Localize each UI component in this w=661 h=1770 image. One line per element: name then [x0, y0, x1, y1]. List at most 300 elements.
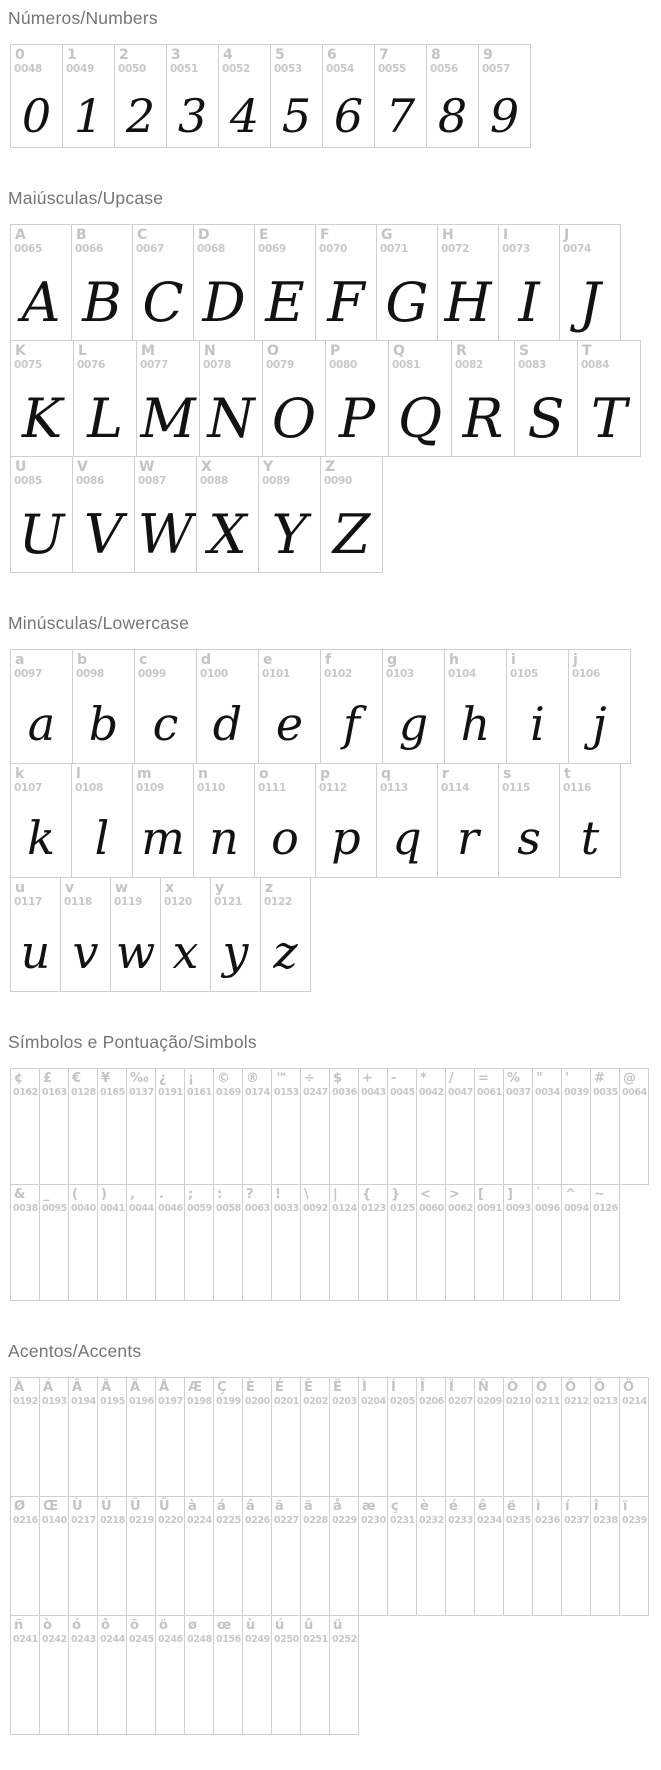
char-cell: [132, 224, 194, 341]
cell-char-label: (: [72, 1187, 78, 1202]
cell-unicode-code: 0251: [303, 1634, 328, 1645]
cell-char-label: â: [246, 1499, 255, 1514]
cell-char-label: d: [201, 652, 212, 668]
cell-glyph: z: [273, 925, 298, 979]
char-cell: [193, 763, 255, 878]
char-grid: [10, 44, 661, 148]
cell-unicode-code: 0118: [64, 896, 93, 908]
cell-unicode-code: 0047: [448, 1087, 473, 1098]
cell-unicode-code: 0046: [158, 1203, 183, 1214]
char-cell: [39, 1184, 69, 1301]
cell-unicode-code: 0086: [76, 475, 105, 487]
cell-unicode-code: 0246: [158, 1634, 183, 1645]
char-row: [10, 649, 630, 764]
cell-glyph: N: [207, 387, 255, 450]
char-cell: [619, 1068, 649, 1185]
char-grid: [10, 224, 661, 573]
cell-unicode-code: 0060: [419, 1203, 444, 1214]
section-title: Símbolos e Pontuação/Simbols: [8, 1032, 257, 1052]
char-cell: [213, 1377, 243, 1497]
cell-char-label: s: [503, 766, 512, 782]
cell-char-label: w: [115, 880, 128, 896]
cell-char-label: Ñ: [478, 1380, 489, 1395]
cell-char-label: b: [77, 652, 88, 668]
cell-unicode-code: 0069: [258, 243, 287, 255]
char-cell: [242, 1615, 272, 1735]
cell-char-label: K: [15, 343, 26, 359]
cell-char-label: \: [304, 1187, 309, 1202]
cell-char-label: Ã: [101, 1380, 112, 1395]
cell-unicode-code: 0037: [506, 1087, 531, 1098]
char-row: [10, 340, 640, 457]
cell-char-label: [: [478, 1187, 484, 1202]
char-cell: [358, 1184, 388, 1301]
char-cell: [561, 1377, 591, 1497]
cell-unicode-code: 0205: [390, 1396, 415, 1407]
cell-unicode-code: 0045: [390, 1087, 415, 1098]
cell-char-label: e: [263, 652, 273, 668]
char-cell: [590, 1184, 620, 1301]
char-cell: [503, 1184, 533, 1301]
char-cell: [329, 1184, 359, 1301]
cell-glyph: 5: [281, 89, 312, 143]
cell-char-label: R: [456, 343, 467, 359]
char-cell: [97, 1377, 127, 1497]
cell-unicode-code: 0059: [187, 1203, 212, 1214]
char-cell: [590, 1068, 620, 1185]
char-cell: [166, 44, 219, 148]
cell-glyph: B: [82, 271, 122, 334]
cell-char-label: g: [387, 652, 398, 668]
char-cell: [532, 1496, 562, 1616]
char-cell: [155, 1068, 185, 1185]
cell-char-label: 4: [223, 47, 233, 63]
cell-unicode-code: 0248: [187, 1634, 212, 1645]
cell-glyph: J: [579, 271, 601, 334]
char-cell: [325, 340, 389, 457]
cell-glyph: j: [592, 697, 607, 751]
cell-unicode-code: 0084: [581, 359, 610, 371]
cell-unicode-code: 0074: [563, 243, 592, 255]
char-cell: [619, 1377, 649, 1497]
char-cell: [320, 456, 383, 573]
char-row: [10, 1068, 648, 1185]
cell-char-label: ê: [478, 1499, 487, 1514]
cell-glyph: u: [20, 925, 51, 979]
char-cell: [39, 1496, 69, 1616]
cell-unicode-code: 0201: [274, 1396, 299, 1407]
char-cell: [387, 1068, 417, 1185]
char-cell: [213, 1496, 243, 1616]
cell-char-label: ù: [246, 1618, 256, 1633]
char-row: [10, 456, 382, 573]
cell-unicode-code: 0117: [14, 896, 43, 908]
char-cell: [498, 224, 560, 341]
char-cell: [242, 1496, 272, 1616]
cell-char-label: £: [43, 1071, 53, 1086]
cell-char-label: `: [536, 1187, 543, 1202]
cell-glyph: t: [580, 811, 600, 865]
cell-unicode-code: 0079: [266, 359, 295, 371]
cell-char-label: >: [449, 1187, 460, 1202]
cell-char-label: Ï: [449, 1380, 454, 1395]
cell-unicode-code: 0233: [448, 1515, 473, 1526]
cell-char-label: €: [72, 1071, 82, 1086]
char-row: [10, 1615, 358, 1735]
char-cell: [329, 1496, 359, 1616]
cell-char-label: ®: [246, 1071, 259, 1086]
cell-unicode-code: 0081: [392, 359, 421, 371]
cell-glyph: M: [140, 387, 196, 450]
cell-char-label: h: [449, 652, 459, 668]
char-cell: [258, 456, 321, 573]
cell-glyph: Q: [397, 387, 443, 450]
char-cell: [416, 1496, 446, 1616]
cell-unicode-code: 0055: [378, 63, 407, 75]
cell-unicode-code: 0227: [274, 1515, 299, 1526]
cell-char-label: *: [420, 1071, 427, 1086]
cell-unicode-code: 0043: [361, 1087, 386, 1098]
cell-char-label: m: [137, 766, 152, 782]
cell-unicode-code: 0210: [506, 1396, 531, 1407]
cell-char-label: O: [267, 343, 279, 359]
char-cell: [68, 1184, 98, 1301]
cell-char-label: Y: [263, 459, 274, 475]
char-cell: [39, 1615, 69, 1735]
cell-unicode-code: 0092: [303, 1203, 328, 1214]
char-cell: [514, 340, 578, 457]
cell-char-label: œ: [217, 1618, 232, 1633]
char-cell: [126, 1184, 156, 1301]
char-cell: [300, 1377, 330, 1497]
char-cell: [97, 1068, 127, 1185]
char-cell: [300, 1184, 330, 1301]
cell-unicode-code: 0216: [13, 1515, 38, 1526]
cell-char-label: 8: [431, 47, 441, 63]
char-cell: [97, 1615, 127, 1735]
cell-unicode-code: 0245: [129, 1634, 154, 1645]
cell-unicode-code: 0082: [455, 359, 484, 371]
cell-unicode-code: 0122: [264, 896, 293, 908]
char-cell: [416, 1184, 446, 1301]
char-cell: [10, 649, 73, 764]
char-cell: [97, 1184, 127, 1301]
cell-unicode-code: 0085: [14, 475, 43, 487]
cell-unicode-code: 0237: [564, 1515, 589, 1526]
char-cell: [155, 1184, 185, 1301]
char-cell: [10, 877, 61, 992]
cell-char-label: é: [449, 1499, 458, 1514]
cell-char-label: ): [101, 1187, 107, 1202]
char-cell: [213, 1068, 243, 1185]
cell-char-label: è: [420, 1499, 429, 1514]
cell-char-label: N: [204, 343, 216, 359]
cell-char-label: }: [391, 1187, 401, 1202]
cell-unicode-code: 0209: [477, 1396, 502, 1407]
char-grid: [10, 1377, 661, 1735]
cell-unicode-code: 0241: [13, 1634, 38, 1645]
cell-char-label: {: [362, 1187, 372, 1202]
char-row: [10, 44, 530, 148]
cell-glyph: 0: [21, 89, 52, 143]
cell-char-label: ä: [304, 1499, 313, 1514]
cell-unicode-code: 0080: [329, 359, 358, 371]
char-cell: [254, 224, 316, 341]
cell-unicode-code: 0038: [13, 1203, 38, 1214]
char-cell: [68, 1377, 98, 1497]
char-cell: [445, 1496, 475, 1616]
cell-unicode-code: 0061: [477, 1087, 502, 1098]
cell-char-label: =: [478, 1071, 489, 1086]
char-cell: [72, 456, 135, 573]
char-row: [10, 1184, 619, 1301]
char-row: [10, 1496, 648, 1616]
cell-glyph: b: [88, 697, 119, 751]
char-cell: [210, 877, 261, 992]
cell-unicode-code: 0125: [390, 1203, 415, 1214]
char-cell: [110, 877, 161, 992]
char-cell: [590, 1377, 620, 1497]
char-cell: [437, 763, 499, 878]
char-cell: [387, 1377, 417, 1497]
cell-char-label: ç: [391, 1499, 399, 1514]
cell-char-label: ‰: [130, 1071, 149, 1086]
cell-char-label: í: [565, 1499, 570, 1514]
cell-glyph: h: [460, 697, 491, 751]
char-cell: [71, 763, 133, 878]
cell-unicode-code: 0213: [593, 1396, 618, 1407]
cell-char-label: Ú: [101, 1499, 112, 1514]
char-cell: [271, 1496, 301, 1616]
cell-glyph: K: [21, 387, 63, 450]
cell-unicode-code: 0097: [14, 668, 43, 680]
char-cell: [300, 1068, 330, 1185]
cell-char-label: Ê: [304, 1380, 313, 1395]
cell-glyph: 8: [437, 89, 468, 143]
cell-char-label: Ø: [14, 1499, 26, 1514]
cell-glyph: y: [222, 925, 249, 979]
cell-glyph: n: [209, 811, 239, 865]
cell-char-label: P: [330, 343, 341, 359]
char-cell: [39, 1377, 69, 1497]
cell-glyph: 2: [125, 89, 156, 143]
char-cell: [155, 1615, 185, 1735]
cell-glyph: v: [72, 925, 99, 979]
cell-char-label: å: [333, 1499, 342, 1514]
cell-char-label: i: [511, 652, 516, 668]
cell-unicode-code: 0214: [622, 1396, 647, 1407]
cell-glyph: E: [265, 271, 305, 334]
cell-unicode-code: 0249: [245, 1634, 270, 1645]
cell-unicode-code: 0103: [386, 668, 415, 680]
char-cell: [474, 1184, 504, 1301]
cell-char-label: Ë: [333, 1380, 342, 1395]
cell-char-label: +: [362, 1071, 373, 1086]
cell-char-label: @: [623, 1071, 636, 1086]
cell-char-label: |: [333, 1187, 338, 1202]
cell-glyph: O: [271, 387, 317, 450]
char-cell: [126, 1615, 156, 1735]
cell-unicode-code: 0087: [138, 475, 167, 487]
cell-unicode-code: 0114: [441, 782, 470, 794]
cell-unicode-code: 0199: [216, 1396, 241, 1407]
char-cell: [114, 44, 167, 148]
char-cell: [271, 1377, 301, 1497]
char-cell: [132, 763, 194, 878]
cell-char-label: á: [217, 1499, 226, 1514]
cell-glyph: 3: [177, 89, 208, 143]
cell-char-label: Å: [159, 1380, 170, 1395]
cell-unicode-code: 0252: [332, 1634, 357, 1645]
cell-unicode-code: 0088: [200, 475, 229, 487]
cell-glyph: r: [457, 811, 479, 865]
cell-char-label: a: [15, 652, 25, 668]
cell-char-label: T: [582, 343, 592, 359]
cell-unicode-code: 0042: [419, 1087, 444, 1098]
cell-char-label: Ü: [159, 1499, 170, 1514]
cell-char-label: X: [201, 459, 212, 475]
cell-unicode-code: 0073: [502, 243, 531, 255]
cell-char-label: H: [442, 227, 454, 243]
char-cell: [196, 649, 259, 764]
char-cell: [184, 1377, 214, 1497]
cell-unicode-code: 0113: [380, 782, 409, 794]
cell-unicode-code: 0112: [319, 782, 348, 794]
cell-unicode-code: 0231: [390, 1515, 415, 1526]
cell-char-label: Ö: [623, 1380, 635, 1395]
cell-unicode-code: 0212: [564, 1396, 589, 1407]
char-cell: [559, 763, 621, 878]
cell-unicode-code: 0099: [138, 668, 167, 680]
char-cell: [474, 1068, 504, 1185]
cell-char-label: W: [139, 459, 155, 475]
cell-glyph: 1: [73, 89, 104, 143]
char-cell: [10, 1184, 40, 1301]
cell-char-label: C: [137, 227, 148, 243]
cell-unicode-code: 0052: [222, 63, 251, 75]
cell-unicode-code: 0067: [136, 243, 165, 255]
cell-char-label: k: [15, 766, 25, 782]
char-cell: [73, 340, 137, 457]
cell-unicode-code: 0056: [430, 63, 459, 75]
cell-char-label: &: [14, 1187, 26, 1202]
cell-unicode-code: 0033: [274, 1203, 299, 1214]
cell-glyph: 4: [229, 89, 260, 143]
cell-unicode-code: 0044: [129, 1203, 154, 1214]
char-cell: [561, 1184, 591, 1301]
char-cell: [242, 1377, 272, 1497]
char-cell: [184, 1615, 214, 1735]
cell-char-label: .: [159, 1187, 164, 1202]
char-cell: [72, 649, 135, 764]
cell-char-label: ë: [507, 1499, 516, 1514]
cell-glyph: x: [172, 925, 199, 979]
cell-unicode-code: 0203: [332, 1396, 357, 1407]
cell-unicode-code: 0102: [324, 668, 353, 680]
cell-unicode-code: 0098: [76, 668, 105, 680]
char-cell: [242, 1068, 272, 1185]
cell-unicode-code: 0089: [262, 475, 291, 487]
cell-char-label: ÷: [304, 1071, 315, 1086]
char-cell: [416, 1068, 446, 1185]
section-symbols: [8, 1032, 661, 1301]
char-cell: [358, 1068, 388, 1185]
cell-char-label: 9: [483, 47, 493, 63]
char-cell: [10, 1377, 40, 1497]
cell-char-label: Ó: [536, 1380, 548, 1395]
char-cell: [126, 1377, 156, 1497]
char-cell: [254, 763, 316, 878]
cell-glyph: U: [18, 503, 65, 566]
cell-char-label: j: [573, 652, 578, 668]
char-cell: [136, 340, 200, 457]
char-cell: [478, 44, 531, 148]
cell-unicode-code: 0091: [477, 1203, 502, 1214]
cell-char-label: q: [381, 766, 392, 782]
cell-unicode-code: 0236: [535, 1515, 560, 1526]
char-cell: [503, 1496, 533, 1616]
cell-char-label: D: [198, 227, 210, 243]
cell-unicode-code: 0040: [71, 1203, 96, 1214]
cell-unicode-code: 0048: [14, 63, 43, 75]
cell-unicode-code: 0053: [274, 63, 303, 75]
cell-char-label: à: [188, 1499, 197, 1514]
section-numbers: [8, 8, 661, 148]
cell-unicode-code: 0109: [136, 782, 165, 794]
cell-unicode-code: 0066: [75, 243, 104, 255]
char-cell: [329, 1377, 359, 1497]
char-cell: [474, 1496, 504, 1616]
cell-unicode-code: 0238: [593, 1515, 618, 1526]
cell-glyph: i: [530, 697, 545, 751]
cell-unicode-code: 0072: [441, 243, 470, 255]
char-cell: [451, 340, 515, 457]
char-cell: [329, 1615, 359, 1735]
char-cell: [97, 1496, 127, 1616]
cell-unicode-code: 0165: [100, 1087, 125, 1098]
cell-char-label: Ì: [362, 1380, 367, 1395]
char-cell: [262, 340, 326, 457]
cell-char-label: :: [217, 1187, 223, 1202]
cell-unicode-code: 0095: [42, 1203, 67, 1214]
cell-unicode-code: 0039: [564, 1087, 589, 1098]
cell-char-label: Ä: [130, 1380, 141, 1395]
cell-unicode-code: 0243: [71, 1634, 96, 1645]
cell-char-label: p: [320, 766, 331, 782]
cell-glyph: m: [141, 811, 185, 865]
cell-glyph: e: [275, 697, 304, 751]
cell-char-label: Z: [325, 459, 336, 475]
cell-char-label: t: [564, 766, 571, 782]
char-cell: [320, 649, 383, 764]
cell-unicode-code: 0064: [622, 1087, 647, 1098]
char-cell: [503, 1068, 533, 1185]
cell-glyph: q: [392, 811, 422, 865]
char-cell: [126, 1068, 156, 1185]
cell-unicode-code: 0034: [535, 1087, 560, 1098]
cell-char-label: È: [246, 1380, 255, 1395]
cell-unicode-code: 0075: [14, 359, 43, 371]
cell-char-label: 2: [119, 47, 129, 63]
char-cell: [218, 44, 271, 148]
cell-char-label: ": [536, 1071, 543, 1086]
char-cell: [315, 763, 377, 878]
char-cell: [387, 1496, 417, 1616]
char-cell: [199, 340, 263, 457]
cell-char-label: Í: [391, 1380, 396, 1395]
cell-unicode-code: 0220: [158, 1515, 183, 1526]
cell-char-label: À: [14, 1380, 25, 1395]
